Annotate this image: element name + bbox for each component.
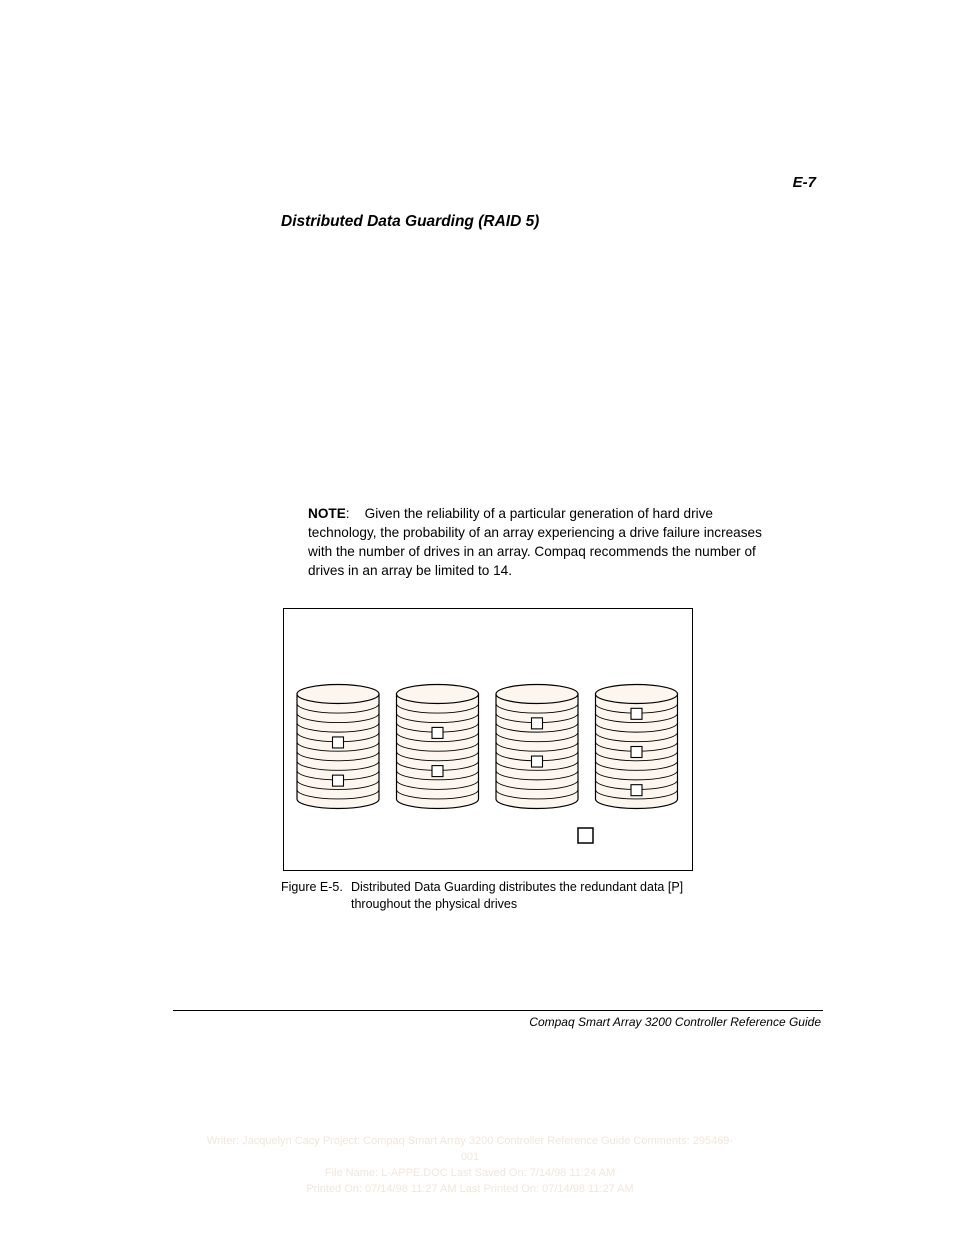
watermark-line: Writer: Jacquelyn Cacy Project: Compaq Smart Array 3200 Controller Reference Guide Comments: 295469-001 <box>206 1135 734 1163</box>
parity-legend-box <box>578 828 593 843</box>
caption-label: Figure E-5. <box>281 880 343 894</box>
drive-3 <box>496 685 578 809</box>
footer-rule <box>173 1010 823 1011</box>
page-number: E-7 <box>792 174 816 191</box>
note-text: Given the reliability of a particular generation of hard drive technology, the probability of an array experiencing a drive failure increases with the number of drives in an array. Compaq recommends the number of drives in an array be limited to 14. <box>308 506 762 578</box>
drive-2 <box>397 685 479 809</box>
parity-block <box>432 766 443 777</box>
watermark-line: File Name: L-APPE.DOC Last Saved On: 7/14/98 11:24 AM <box>324 1167 616 1179</box>
figure-caption <box>281 879 683 913</box>
raid5-diagram <box>284 609 692 870</box>
note-block: NOTE: Given the reliability of a particular generation of hard drive technology, the probability of an array experiencing a drive failure increases with the number of drives in an array. Compaq recommends the number of drives in an array be limited to 14. <box>308 506 762 578</box>
raid5-figure <box>283 608 693 871</box>
parity-block <box>333 775 344 786</box>
watermark-line: Printed On: 07/14/98 11:27 AM Last Printed On: 07/14/98 11:27 AM <box>306 1183 634 1195</box>
watermark <box>200 1133 740 1197</box>
parity-block <box>631 747 642 758</box>
footer-title: Compaq Smart Array 3200 Controller Reference Guide <box>529 1015 821 1029</box>
parity-block <box>532 718 543 729</box>
drive-top <box>297 685 379 704</box>
caption-line-2: throughout the physical drives <box>351 897 518 911</box>
drive-top <box>596 685 678 704</box>
parity-block <box>532 756 543 767</box>
parity-block <box>631 708 642 719</box>
parity-block <box>631 785 642 796</box>
section-heading: Distributed Data Guarding (RAID 5) <box>281 213 540 230</box>
parity-block <box>432 727 443 738</box>
parity-block <box>333 737 344 748</box>
note-label: NOTE <box>308 506 346 521</box>
drive-top <box>496 685 578 704</box>
drive-top <box>397 685 479 704</box>
caption-line-1: Distributed Data Guarding distributes the redundant data [P] <box>351 880 684 894</box>
